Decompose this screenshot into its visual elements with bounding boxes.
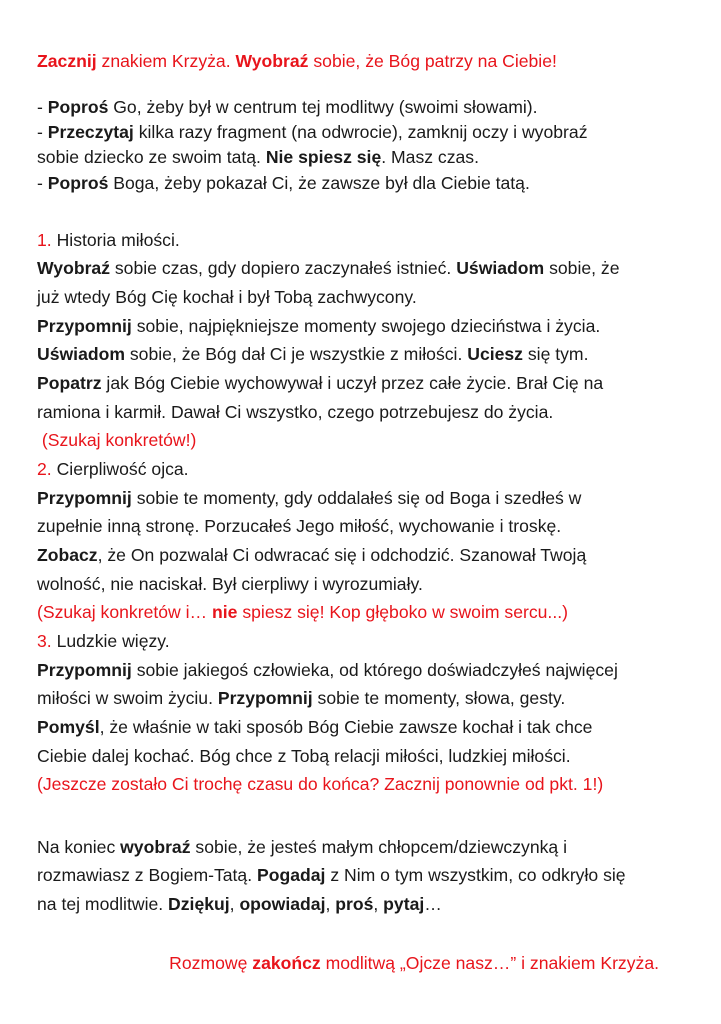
section-title: Ludzkie więzy. bbox=[51, 631, 170, 651]
section-1-line-3 bbox=[37, 315, 600, 337]
step-text: Go, żeby był w centrum tej modlitwy (swoimi słowami). bbox=[108, 97, 538, 117]
section-3-heading bbox=[37, 630, 170, 652]
intro-text-2: sobie, że Bóg patrzy na Ciebie! bbox=[308, 51, 557, 71]
section-1-line-6: ramiona i karmił. Dawał Ci wszystko, czego potrzebujesz do życia. bbox=[37, 402, 554, 422]
separator: , bbox=[373, 894, 384, 914]
ending-line-3 bbox=[37, 893, 442, 915]
bold-word: Uciesz bbox=[467, 344, 523, 364]
step-line-1 bbox=[37, 96, 538, 118]
section-3-note: (Jeszcze zostało Ci trochę czasu do końca? Zacznij ponownie od pkt. 1!) bbox=[37, 774, 604, 794]
step-bold: Poproś bbox=[47, 97, 109, 117]
closing-text: Rozmowę bbox=[169, 953, 253, 973]
text: sobie, że Bóg dał Ci je wszystkie z miłości. bbox=[125, 344, 468, 364]
step-bold: Przeczytaj bbox=[47, 122, 134, 142]
step-text: Boga, żeby pokazał Ci, że zawsze był dla Ciebie tatą. bbox=[108, 173, 530, 193]
note-bold: nie bbox=[212, 602, 238, 622]
step-prefix: - bbox=[37, 97, 48, 117]
text: , że właśnie w taki sposób Bóg Ciebie zawsze kochał i tak chce bbox=[99, 717, 593, 737]
closing-bold: zakończ bbox=[252, 953, 321, 973]
step-line-3 bbox=[37, 146, 479, 168]
section-number: 2. bbox=[37, 459, 52, 479]
section-2-heading bbox=[37, 458, 189, 480]
section-number: 3. bbox=[37, 631, 52, 651]
text: jak Bóg Ciebie wychowywał i uczył przez całe życie. Brał Cię na bbox=[101, 373, 604, 393]
bold-word: Przypomnij bbox=[37, 660, 132, 680]
section-2-line-1 bbox=[37, 487, 581, 509]
step-text: sobie dziecko ze swoim tatą. bbox=[37, 147, 266, 167]
section-1-heading bbox=[37, 229, 180, 251]
bold-word: proś bbox=[335, 894, 374, 914]
section-1-line-1 bbox=[37, 257, 620, 279]
bold-word: Popatrz bbox=[37, 373, 102, 393]
text: … bbox=[424, 894, 442, 914]
text: sobie te momenty, słowa, gesty. bbox=[312, 688, 566, 708]
section-1-line-5 bbox=[37, 372, 603, 394]
section-title: Cierpliwość ojca. bbox=[51, 459, 189, 479]
closing-line bbox=[169, 952, 659, 974]
intro-bold-1: Zacznij bbox=[37, 51, 97, 71]
section-2-note bbox=[37, 601, 568, 623]
step-bold: Poproś bbox=[47, 173, 109, 193]
note-text: spiesz się! Kop głęboko w swoim sercu...) bbox=[237, 602, 568, 622]
section-1-line-4 bbox=[37, 343, 588, 365]
text: sobie czas, gdy dopiero zaczynałeś istnieć. bbox=[110, 258, 457, 278]
section-1-line-2: już wtedy Bóg Cię kochał i był Tobą zachwycony. bbox=[37, 287, 417, 307]
bold-word: Przypomnij bbox=[217, 688, 313, 708]
closing-text: modlitwą „Ojcze nasz…” i znakiem Krzyża. bbox=[320, 953, 659, 973]
bold-word: wyobraź bbox=[120, 837, 191, 857]
section-2-line-4: wolność, nie naciskał. Był cierpliwy i wyrozumiały. bbox=[37, 574, 423, 594]
text: sobie, że jesteś małym chłopcem/dziewczynką i bbox=[190, 837, 567, 857]
bold-word: Wyobraź bbox=[37, 258, 110, 278]
step-line-2 bbox=[37, 121, 588, 143]
section-2-line-3 bbox=[37, 544, 586, 566]
text: sobie jakiegoś człowieka, od którego doświadczyłeś najwięcej bbox=[131, 660, 618, 680]
section-2-line-2: zupełnie inną stronę. Porzucałeś Jego miłość, wychowanie i troskę. bbox=[37, 516, 562, 536]
text: się tym. bbox=[522, 344, 589, 364]
section-3-line-4: Ciebie dalej kochać. Bóg chce z Tobą relacji miłości, ludzkiej miłości. bbox=[37, 746, 571, 766]
text: miłości w swoim życiu. bbox=[37, 688, 218, 708]
bold-word: Zobacz bbox=[37, 545, 98, 565]
bold-word: Uświadom bbox=[456, 258, 545, 278]
text: rozmawiasz z Bogiem-Tatą. bbox=[37, 865, 257, 885]
separator: , bbox=[325, 894, 336, 914]
bold-word: Przypomnij bbox=[37, 488, 132, 508]
section-3-line-2 bbox=[37, 687, 565, 709]
section-number: 1. bbox=[37, 230, 52, 250]
text: sobie, że bbox=[544, 258, 620, 278]
step-line-4 bbox=[37, 172, 530, 194]
bold-word: Pomyśl bbox=[37, 717, 100, 737]
step-text: kilka razy fragment (na odwrocie), zamknij oczy i wyobraź bbox=[133, 122, 588, 142]
step-bold: Nie spiesz się bbox=[265, 147, 382, 167]
ending-line-2 bbox=[37, 864, 626, 886]
step-prefix: - bbox=[37, 122, 48, 142]
bold-word: Przypomnij bbox=[37, 316, 132, 336]
section-3-line-3 bbox=[37, 716, 592, 738]
intro-bold-2: Wyobraź bbox=[235, 51, 309, 71]
text: Na koniec bbox=[37, 837, 121, 857]
section-1-note: (Szukaj konkretów!) bbox=[37, 430, 197, 450]
intro-text-1: znakiem Krzyża. bbox=[96, 51, 236, 71]
step-text-2: . Masz czas. bbox=[381, 147, 479, 167]
text: z Nim o tym wszystkim, co odkryło się bbox=[325, 865, 626, 885]
text: sobie, najpiękniejsze momenty swojego dzieciństwa i życia. bbox=[131, 316, 601, 336]
text: , że On pozwalał Ci odwracać się i odchodzić. Szanował Twoją bbox=[97, 545, 587, 565]
ending-line-1 bbox=[37, 836, 567, 858]
section-3-line-1 bbox=[37, 659, 618, 681]
note-text: (Szukaj konkretów i… bbox=[37, 602, 213, 622]
bold-word: opowiadaj bbox=[239, 894, 326, 914]
bold-word: Uświadom bbox=[37, 344, 125, 364]
intro-line bbox=[37, 50, 557, 72]
text: sobie te momenty, gdy oddalałeś się od Boga i szedłeś w bbox=[131, 488, 582, 508]
separator: , bbox=[229, 894, 240, 914]
bold-word: pytaj bbox=[383, 894, 425, 914]
bold-word: Dziękuj bbox=[168, 894, 230, 914]
step-prefix: - bbox=[37, 173, 48, 193]
bold-word: Pogadaj bbox=[257, 865, 326, 885]
section-title: Historia miłości. bbox=[51, 230, 180, 250]
text: na tej modlitwie. bbox=[37, 894, 169, 914]
